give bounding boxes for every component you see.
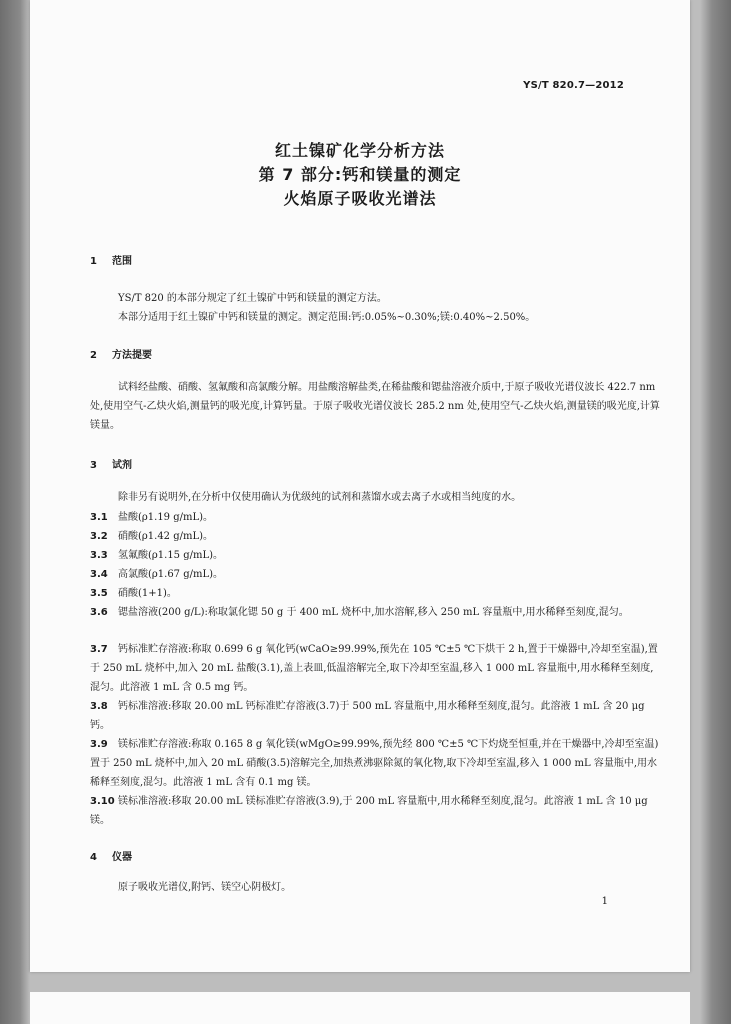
reagent-item xyxy=(90,697,660,735)
reagent-number: 3.4 xyxy=(90,569,108,580)
reagent-number: 3.7 xyxy=(90,644,108,655)
method-paragraph: 试料经盐酸、硝酸、氢氟酸和高氯酸分解。用盐酸溶解盐类,在稀盐酸和锶盐溶液介质中,于原子吸收光谱仪波长 422.7 nm 处,使用空气-乙炔火焰,测量钙的吸光度,计算钙量。于原子吸收光谱仪波长 285.2 nm 处,使用空气-乙炔火焰,测量镁的吸光度,计算镁量。 xyxy=(90,382,660,431)
standard-code: YS/T 820.7—2012 xyxy=(523,80,624,91)
reagent-item xyxy=(90,584,660,603)
reagent-number: 3.2 xyxy=(90,531,108,542)
reagent-item xyxy=(90,527,660,546)
page-number: 1 xyxy=(601,896,608,907)
reagent-number: 3.9 xyxy=(90,739,108,750)
section-3-heading xyxy=(90,456,132,471)
reagent-text: 锶盐溶液(200 g/L):称取氯化锶 50 g 于 400 mL 烧杯中,加水溶解,移入 250 mL 容量瓶中,用水稀释至刻度,混匀。 xyxy=(118,607,629,618)
title-line-1: 红土镍矿化学分析方法 xyxy=(274,141,445,160)
reagents-intro: 除非另有说明外,在分析中仅使用确认为优级纯的试剂和蒸馏水或去离子水或相当纯度的水。 xyxy=(118,492,522,503)
reagent-text: 钙标准溶液:移取 20.00 mL 钙标准贮存溶液(3.7)于 500 mL 容量瓶中,用水稀释至刻度,混匀。此溶液 1 mL 含 20 μg 钙。 xyxy=(90,701,645,731)
reagent-text: 硝酸(ρ1.42 g/mL)。 xyxy=(118,531,214,542)
section-title: 仪器 xyxy=(112,852,132,863)
reagent-item xyxy=(90,735,660,792)
section-title: 试剂 xyxy=(112,460,132,471)
reagent-number: 3.3 xyxy=(90,550,108,561)
scope-paragraph-1: YS/T 820 的本部分规定了红土镍矿中钙和镁量的测定方法。 xyxy=(118,293,387,304)
reagent-text: 硝酸(1+1)。 xyxy=(118,588,177,599)
section-title: 范围 xyxy=(112,256,132,267)
reagent-text: 氢氟酸(ρ1.15 g/mL)。 xyxy=(118,550,224,561)
reagent-item xyxy=(90,603,660,622)
reagent-number: 3.1 xyxy=(90,512,108,523)
reagent-item xyxy=(90,792,660,830)
section-number: 4 xyxy=(90,852,97,863)
reagent-item xyxy=(90,565,660,584)
document-page xyxy=(30,0,690,972)
reagent-item xyxy=(90,508,660,527)
title-line-3: 火焰原子吸收光谱法 xyxy=(283,189,437,208)
title-line-2: 第 7 部分:钙和镁量的测定 xyxy=(258,165,462,184)
instruments-paragraph: 原子吸收光谱仪,附钙、镁空心阴极灯。 xyxy=(118,882,292,893)
reagent-number: 3.6 xyxy=(90,607,108,618)
reagent-number: 3.10 xyxy=(90,796,115,807)
reagent-text: 镁标准溶液:移取 20.00 mL 镁标准贮存溶液(3.9),于 200 mL 容量瓶中,用水稀释至刻度,混匀。此溶液 1 mL 含 10 μg 镁。 xyxy=(90,796,648,826)
next-page-top xyxy=(30,992,690,1024)
section-1-heading xyxy=(90,252,132,267)
reagent-number: 3.8 xyxy=(90,701,108,712)
reagent-text: 盐酸(ρ1.19 g/mL)。 xyxy=(118,512,214,523)
section-number: 2 xyxy=(90,350,97,361)
section-number: 1 xyxy=(90,256,97,267)
reagent-text: 高氯酸(ρ1.67 g/mL)。 xyxy=(118,569,224,580)
section-number: 3 xyxy=(90,460,97,471)
section-4-heading xyxy=(90,848,132,863)
section-title: 方法提要 xyxy=(112,350,152,361)
scope-paragraph-2: 本部分适用于红土镍矿中钙和镁量的测定。测定范围:钙:0.05%~0.30%;镁:0.40%~2.50%。 xyxy=(118,312,536,323)
reagent-text: 钙标准贮存溶液:称取 0.699 6 g 氧化钙(wCaO≥99.99%,预先在 105 ℃±5 ℃下烘干 2 h,置于干燥器中,冷却至室温),置于 250 mL 烧杯中,加入 20 mL 盐酸(3.1),盖上表皿,低温溶解完全,取下冷却至室温,移入 1 000 mL 容量瓶中,用水稀释至刻度,混匀。此溶液 1 mL 含 0.5 mg 钙。 xyxy=(90,644,658,693)
reagent-item xyxy=(90,640,660,697)
section-2-heading xyxy=(90,346,152,361)
reagent-number: 3.5 xyxy=(90,588,108,599)
reagent-item xyxy=(90,546,660,565)
reagent-text: 镁标准贮存溶液:称取 0.165 8 g 氧化镁(wMgO≥99.99%,预先经 800 ℃±5 ℃下灼烧至恒重,并在干燥器中,冷却至室温)置于 250 mL 烧杯中,加入 20 mL 硝酸(3.5)溶解完全,加热煮沸驱除氮的氧化物,取下冷却至室温,移入 1 000 mL 容量瓶中,用水稀释至刻度,混匀。此溶液 1 mL 含有 0.1 mg 镁。 xyxy=(90,739,659,788)
